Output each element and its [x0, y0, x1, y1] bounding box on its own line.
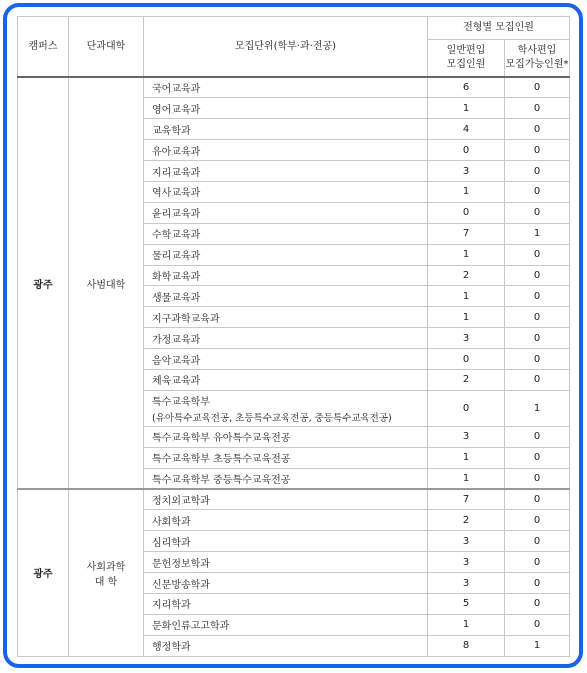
- unit-cell: [144, 181, 428, 202]
- header-college: 단과대학: [69, 17, 144, 78]
- table-body: [18, 77, 570, 656]
- unit-cell: [144, 447, 428, 468]
- unit-name: 행정학과: [152, 642, 191, 654]
- bachelor-quota-cell: 0: [505, 552, 570, 573]
- unit-name: 윤리교육과: [152, 209, 201, 221]
- bachelor-quota-cell: 0: [505, 98, 570, 119]
- bachelor-quota-cell: 0: [505, 573, 570, 594]
- general-quota-cell: 3: [428, 573, 505, 594]
- bachelor-quota-cell: 0: [505, 510, 570, 531]
- unit-name: 역사교육과: [152, 188, 201, 200]
- unit-cell: [144, 573, 428, 594]
- general-quota-cell: 1: [428, 286, 505, 307]
- unit-cell: [144, 286, 428, 307]
- bachelor-quota-cell: 0: [505, 593, 570, 614]
- unit-cell: [144, 552, 428, 573]
- campus-cell: 광주: [18, 77, 69, 489]
- bachelor-quota-cell: 0: [505, 328, 570, 349]
- header-campus: 캠퍼스: [18, 17, 69, 78]
- general-quota-cell: 3: [428, 426, 505, 447]
- unit-name: 음악교육과: [152, 355, 201, 367]
- unit-name: 심리학과: [152, 537, 191, 549]
- bachelor-quota-cell: 0: [505, 489, 570, 510]
- general-quota-cell: 1: [428, 181, 505, 202]
- unit-subtitle: (유아특수교육전공, 초등특수교육전공, 중등특수교육전공): [152, 412, 392, 424]
- general-quota-cell: 0: [428, 202, 505, 223]
- unit-name: 특수교육학부: [152, 396, 210, 408]
- general-quota-cell: 0: [428, 390, 505, 426]
- header-bachelor: [505, 40, 570, 78]
- unit-cell: [144, 265, 428, 286]
- unit-name: 물리교육과: [152, 251, 201, 263]
- unit-cell: [144, 426, 428, 447]
- table-row: [18, 489, 570, 510]
- header-general-line1: 일반편입: [446, 45, 486, 56]
- unit-name: 영어교육과: [152, 104, 201, 116]
- unit-name: 지리교육과: [152, 167, 201, 179]
- general-quota-cell: 6: [428, 77, 505, 98]
- bachelor-quota-cell: 0: [505, 349, 570, 370]
- unit-name: 특수교육학부 유아특수교육전공: [152, 433, 291, 445]
- unit-name: 생물교육과: [152, 292, 201, 304]
- unit-cell: [144, 161, 428, 182]
- general-quota-cell: 1: [428, 307, 505, 328]
- general-quota-cell: 2: [428, 369, 505, 390]
- bachelor-quota-cell: 1: [505, 223, 570, 244]
- bachelor-quota-cell: 0: [505, 244, 570, 265]
- unit-cell: [144, 98, 428, 119]
- bachelor-quota-cell: 0: [505, 161, 570, 182]
- general-quota-cell: 3: [428, 531, 505, 552]
- unit-cell: [144, 614, 428, 635]
- unit-cell: [144, 390, 428, 426]
- general-quota-cell: 3: [428, 161, 505, 182]
- unit-cell: [144, 531, 428, 552]
- unit-name: 가정교육과: [152, 334, 201, 346]
- general-quota-cell: 2: [428, 265, 505, 286]
- bachelor-quota-cell: 0: [505, 181, 570, 202]
- bachelor-quota-cell: 0: [505, 531, 570, 552]
- general-quota-cell: 1: [428, 614, 505, 635]
- unit-cell: [144, 349, 428, 370]
- college-cell: 사범대학: [69, 77, 144, 489]
- unit-name: 화학교육과: [152, 271, 201, 283]
- general-quota-cell: 1: [428, 468, 505, 489]
- unit-cell: [144, 510, 428, 531]
- bachelor-quota-cell: 0: [505, 119, 570, 140]
- unit-cell: [144, 77, 428, 98]
- unit-cell: [144, 307, 428, 328]
- header-unit: 모집단위(학부·과·전공): [144, 17, 428, 78]
- general-quota-cell: 5: [428, 593, 505, 614]
- general-quota-cell: 7: [428, 489, 505, 510]
- unit-name: 수학교육과: [152, 230, 201, 242]
- unit-name: 신문방송학과: [152, 579, 210, 591]
- bachelor-quota-cell: 0: [505, 468, 570, 489]
- bachelor-quota-cell: 0: [505, 202, 570, 223]
- unit-name: 사회학과: [152, 516, 191, 528]
- unit-name: 체육교육과: [152, 376, 201, 388]
- general-quota-cell: 2: [428, 510, 505, 531]
- bachelor-quota-cell: 1: [505, 635, 570, 656]
- bachelor-quota-cell: 1: [505, 390, 570, 426]
- bachelor-quota-cell: 0: [505, 307, 570, 328]
- unit-name: 특수교육학부 초등특수교육전공: [152, 454, 291, 466]
- bachelor-quota-cell: 0: [505, 447, 570, 468]
- unit-cell: [144, 223, 428, 244]
- bachelor-quota-cell: 0: [505, 369, 570, 390]
- bachelor-quota-cell: 0: [505, 140, 570, 161]
- header-group: 전형별 모집인원: [428, 17, 570, 40]
- header-general: [428, 40, 505, 78]
- general-quota-cell: 4: [428, 119, 505, 140]
- general-quota-cell: 1: [428, 98, 505, 119]
- bachelor-quota-cell: 0: [505, 77, 570, 98]
- bachelor-quota-cell: 0: [505, 286, 570, 307]
- unit-name: 특수교육학부 중등특수교육전공: [152, 474, 291, 486]
- unit-name: 교육학과: [152, 125, 191, 137]
- unit-name: 지구과학교육과: [152, 313, 220, 325]
- unit-cell: [144, 328, 428, 349]
- college-cell: 사회과학 대 학: [69, 489, 144, 656]
- table-row: [18, 77, 570, 98]
- general-quota-cell: 7: [428, 223, 505, 244]
- campus-cell: 광주: [18, 489, 69, 656]
- general-quota-cell: 0: [428, 349, 505, 370]
- unit-name: 정치외교학과: [152, 496, 210, 508]
- unit-name: 문헌정보학과: [152, 558, 210, 570]
- unit-cell: [144, 369, 428, 390]
- header-general-line2: 모집인원: [446, 59, 486, 70]
- unit-name: 유아교육과: [152, 146, 201, 158]
- unit-name: 국어교육과: [152, 84, 201, 96]
- unit-cell: [144, 119, 428, 140]
- unit-cell: [144, 489, 428, 510]
- unit-cell: [144, 635, 428, 656]
- admission-quota-table: [17, 16, 570, 657]
- bachelor-quota-cell: 0: [505, 614, 570, 635]
- general-quota-cell: 3: [428, 552, 505, 573]
- general-quota-cell: 0: [428, 140, 505, 161]
- general-quota-cell: 1: [428, 447, 505, 468]
- unit-cell: [144, 593, 428, 614]
- bachelor-quota-cell: 0: [505, 265, 570, 286]
- general-quota-cell: 8: [428, 635, 505, 656]
- unit-cell: [144, 202, 428, 223]
- general-quota-cell: 3: [428, 328, 505, 349]
- general-quota-cell: 1: [428, 244, 505, 265]
- header-bachelor-line1: 학사편입: [517, 45, 557, 56]
- unit-cell: [144, 244, 428, 265]
- bachelor-quota-cell: 0: [505, 426, 570, 447]
- header-bachelor-line2: 모집가능인원*: [505, 59, 569, 70]
- unit-cell: [144, 468, 428, 489]
- unit-cell: [144, 140, 428, 161]
- unit-name: 문화인류고고학과: [152, 621, 230, 633]
- unit-name: 지리학과: [152, 600, 191, 612]
